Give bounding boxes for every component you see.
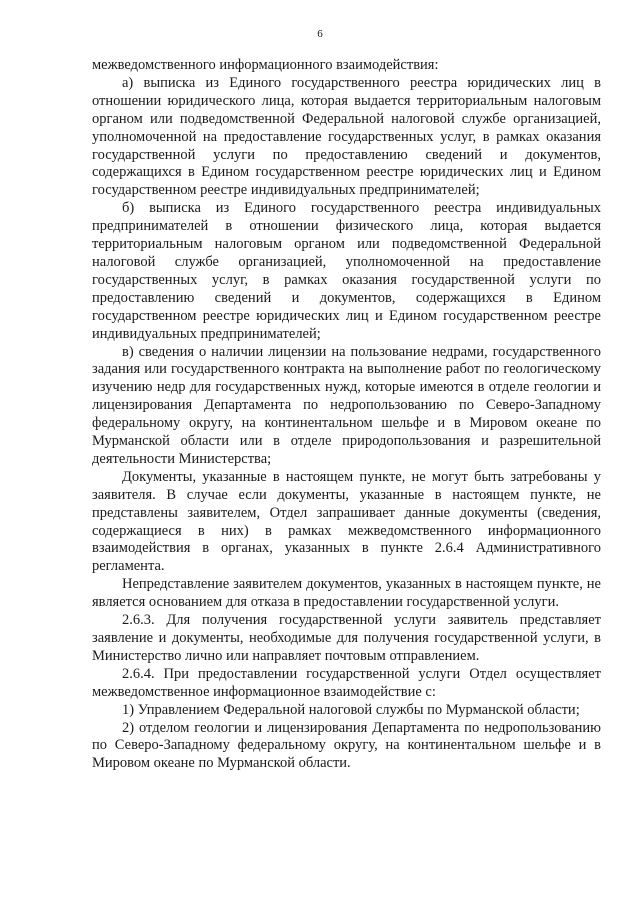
document-body [92, 57, 601, 773]
paragraph-2-6-3: 2.6.3. Для получения государственной услуги заявитель представляет заявление и документы, необходимые для получения государственной услуги, в Министерство лично или направляет почтовым отправлением. [92, 612, 601, 664]
paragraph-item-v: в) сведения о наличии лицензии на пользование недрами, государственного задания или государственного контракта на выполнение работ по геологическому изучению недр для государственных нужд, которые имеются в отделе геологии и лицензирования Департамента по недропользованию по Северо-Западному федеральному округу, на континентальном шельфе и в Мировом океане по Мурманской области или в отделе природопользования и разрешительной деятельности Министерства; [92, 343, 601, 467]
page-number: 6 [317, 28, 323, 40]
paragraph-list-item-2: 2) отделом геологии и лицензирования Департамента по недропользованию по Северо-Западному федеральному округу, на континентальном шельфе и в Мировом океане по Мурманской области. [92, 719, 601, 772]
paragraph-list-item-1: 1) Управлением Федеральной налоговой службы по Мурманской области; [122, 701, 580, 718]
paragraph-intro: межведомственного информационного взаимодействия: [92, 57, 439, 73]
paragraph-non-submission: Непредставление заявителем документов, указанных в настоящем пункте, не является основанием для отказа в предоставлении государственной услуги. [92, 576, 601, 611]
paragraph-item-a: а) выписка из Единого государственного реестра юридических лиц в отношении юридического лица, которая выдается территориальным налоговым органом или подведомственной Федеральной налоговой службе организацией, уполномоченной на предоставление государственных услуг, в рамках оказания государственной услуги по предоставлению сведений и документов, содержащихся в Едином государственном реестре юридических лиц и Едином государственном реестре индивидуальных предпринимателей; [92, 74, 601, 199]
paragraph-documents-note: Документы, указанные в настоящем пункте, не могут быть затребованы у заявителя. В случае если документы, указанные в настоящем пункте, не представлены заявителем, Отдел запрашивает данные документы (сведения, содержащиеся в них) в рамках межведомственного информационного взаимодействия в органах, указанных в пункте 2.6.4 Административного регламента. [92, 468, 601, 575]
paragraph-item-b: б) выписка из Единого государственного реестра индивидуальных предпринимателей в отношении физического лица, которая выдается территориальным налоговым органом или подведомственной Федеральной налоговой службе организацией, уполномоченной на предоставление государственных услуг, в рамках оказания государственной услуги по предоставлению сведений и документов, содержащихся в Едином государственном реестре юридических лиц и Едином государственном реестре индивидуальных предпринимателей; [92, 200, 601, 342]
paragraph-2-6-4: 2.6.4. При предоставлении государственной услуги Отдел осуществляет межведомственное информационное взаимодействие с: [92, 665, 601, 700]
